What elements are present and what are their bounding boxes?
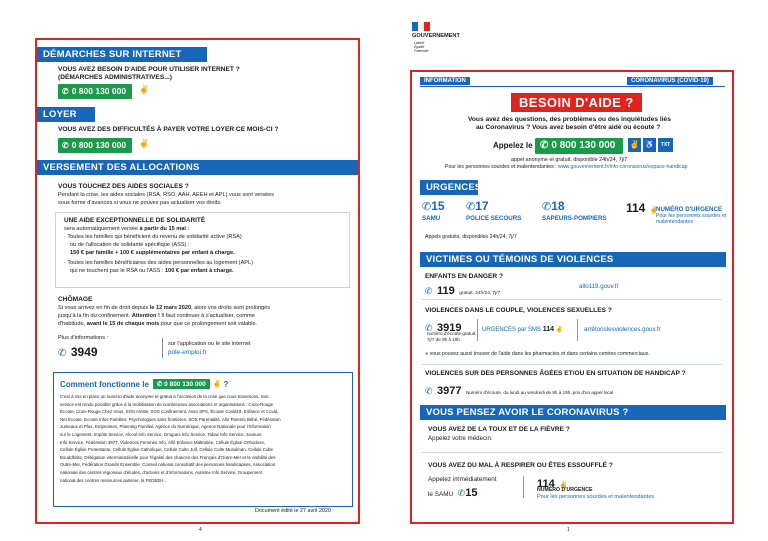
partners-line: Jumeaux et Plus, Empreintes, Planning Familial, Agence du Numérique, Agence Nationale pour l'Information: [60, 424, 271, 430]
partners-line: Écoute, Croix-Rouge Chez Vous, SOS Amitié, SOS Confinement, Asso SPS, Écoute Covid19, Enfance et Covid,: [60, 409, 279, 415]
114-sub: Pour les personnes sourdes et malentendantes: [537, 494, 655, 500]
tag-coronavirus: CORONAVIRUS (COVID-19): [627, 77, 713, 85]
phone-icon: ✆: [62, 87, 69, 96]
allocations-text-1: Pendant la crise, les aides sociales (RSA, RSO, AAH, AEEH et APL) vous sont versées: [58, 192, 275, 198]
chomage-title: CHÔMAGE: [58, 296, 93, 303]
vertical-divider: [577, 319, 578, 341]
solidarity-line-4: 150 € par famille + 100 € supplémentaires par enfant à charge.: [70, 250, 235, 256]
answer-toux: Appelez votre médecin.: [428, 435, 493, 442]
urgence-114-sub-2: malentendantes: [656, 219, 693, 225]
pole-emploi-link[interactable]: pole-emploi.fr: [168, 349, 207, 356]
sign-language-icon: ✌: [559, 482, 568, 489]
urgences-free: Appels gratuits, disponibles 24h/24, 7j/7: [425, 234, 517, 240]
partners-line: Bouddhiste, Délégation interministérielle pour l'égalité des chances des Français d'Outre-Mer et la visibilité des: [60, 454, 276, 460]
question-enfants: ENFANTS EN DANGER ?: [425, 273, 504, 280]
section-title-loyer: LOYER: [37, 107, 95, 122]
main-title: BESOIN D'AIDE ?: [511, 93, 642, 112]
gov-motto-1: Liberté: [414, 41, 425, 45]
urgence-114[interactable]: 114 ✌: [626, 201, 659, 215]
section-title-coronavirus: VOUS PENSEZ AVOIR LE CORONAVIRUS ?: [420, 405, 726, 420]
tty-icon: TXT: [658, 138, 673, 152]
phone-icon: ✆: [466, 201, 476, 213]
vertical-divider: [523, 476, 524, 498]
section-title-allocations: VERSEMENT DES ALLOCATIONS: [37, 160, 358, 175]
allo119-link[interactable]: allo119.gouv.fr: [579, 283, 619, 290]
question-aides: VOUS TOUCHEZ DES AIDES SOCIALES ?: [58, 183, 189, 190]
partners-line: C'est à mis en place un numéro d'aide anonyme et gratuit à l'occasion de la crise que nous traversons. Son: [60, 394, 269, 399]
phone-icon: ✆: [457, 488, 466, 498]
solidarity-title: UNE AIDE EXCEPTIONNELLE DE SOLIDARITÉ: [64, 217, 206, 224]
page-number: 4: [199, 527, 202, 533]
intro-line-2: au Coronavirus ? Vous avez besoin d'être aidé ou écouté ?: [476, 124, 661, 131]
app-line: sur l'application ou le site internet: [168, 341, 251, 347]
urgence-114-label: NUMÉRO D'URGENCE: [656, 206, 723, 213]
divider: [422, 452, 722, 453]
chomage-line-1: Si vous arrivez en fin de droit depuis le 12 mars 2020, alors vos droits sont prolongés: [58, 305, 271, 311]
anon-text: appel anonyme et gratuit, disponible 24h/24, 7j/7: [511, 157, 628, 163]
vertical-divider: [162, 338, 163, 358]
samu-15[interactable]: le SAMU ✆15: [428, 487, 478, 499]
phone-icon: ✆: [540, 140, 549, 151]
section-title-internet: DÉMARCHES SUR INTERNET: [37, 47, 207, 62]
edition-date: Document édité le 27 avril 2020: [255, 508, 331, 514]
question-loyer: VOUS AVEZ DES DIFFICULTÉS À PAYER VOTRE LOYER CE MOIS-CI ?: [58, 126, 279, 133]
phone-icon: ✆: [542, 201, 552, 213]
section-title-urgences: URGENCES: [420, 180, 478, 195]
phone-icon: ✆: [425, 386, 433, 396]
deaf-text: Pour les personnes sourdes et malentendantes : www.gouvernement.fr/info-coronavirus/espace-handicap: [445, 164, 688, 170]
3919-sub-2: 7j/7 de 9h à 19h: [427, 337, 460, 342]
question-internet-sub: (DÉMARCHES ADMINISTRATIVES...): [58, 74, 172, 81]
header-rule: [420, 86, 725, 87]
gov-name: GOUVERNEMENT: [412, 33, 460, 39]
phone-icon: ✆: [425, 286, 433, 296]
divider: [422, 299, 722, 300]
sms-114[interactable]: URGENCES par SMS 114 ✌: [482, 326, 564, 333]
main-phone-pill[interactable]: ✆ 0 800 130 000: [535, 138, 623, 154]
sign-language-icon: ✌: [139, 85, 149, 94]
sign-language-icon: ✌: [555, 327, 564, 333]
number-114-covid[interactable]: 114 ✌: [537, 478, 568, 490]
solidarity-line-2: · Toutes les familles qui bénéficient du revenu de solidarité active (RSA): [64, 234, 242, 240]
phone-icon: ✆: [422, 201, 432, 213]
sign-language-icon: ✌: [139, 139, 149, 148]
urgence-police[interactable]: ✆17 POLICE SECOURS: [466, 199, 522, 222]
partners-line: Outre-Mer, Fédération Grandir Ensemble, Conseil national consultatif des personnes handicapées, Association: [60, 462, 276, 468]
pole-emploi-number[interactable]: ✆ 3949: [58, 345, 98, 359]
solidarity-line-6: qui ne touchent pas le RSA ou l'ASS : 100 € par enfant à charge.: [70, 268, 234, 274]
phone-pill-small[interactable]: ✆ 0 800 130 000: [153, 379, 210, 389]
phone-icon: ✆: [62, 141, 69, 150]
phone-icon: ✆: [425, 323, 433, 333]
partners-line: sur le Logement, Impôts Service, Alcool Info Service, Drogues Info Service, Tabac Info Service, Joueurs: [60, 431, 262, 437]
sign-language-icon: ✌: [212, 381, 222, 388]
sign-language-icon: ✌: [649, 207, 659, 214]
114-label: NUMÉRO D'URGENCE: [537, 487, 593, 493]
section-title-violences: VICTIMES OU TÉMOINS DE VIOLENCES: [420, 252, 726, 267]
solidarity-line-1: sera automatiquement versée à partir du 15 mai :: [64, 226, 190, 232]
answer-respirer-1: Appelez immédiatement: [428, 476, 497, 483]
phone-icon: ✆: [58, 348, 67, 359]
partners-line: national des centres ressources autisme, la FEDEEH...: [60, 477, 168, 483]
tag-information: INFORMATION: [420, 77, 470, 85]
partners-list: [60, 393, 350, 484]
divider: [422, 364, 722, 365]
partners-line: Net Ecoute, Ecoute Infos Familles, Psychologues sans frontières, SOS Parentalité, Allo Parents Bébé, Fédération: [60, 416, 281, 422]
question-respirer: VOUS AVEZ DU MAL À RESPIRER OU ÊTES ESSOUFFLÉ ?: [428, 462, 613, 469]
question-internet: VOUS AVEZ BESOIN D'AIDE POUR UTILISER INTERNET ?: [58, 66, 240, 73]
arretons-link[interactable]: arrêtonslesviolences.gouv.fr: [584, 326, 661, 333]
partners-line: Info Service, Fédération 3977, Violences Femmes Info, Allô Enfance Maltraitée, Cellule Église Orthodoxe,: [60, 439, 266, 445]
question-violences-couple: VIOLENCES DANS LE COUPLE, VIOLENCES SEXUELLES ?: [425, 307, 612, 314]
partners-line: service est rendu possible grâce à la mobilisation de nombreuses associations et organisations : Croix-Rouge: [60, 401, 274, 407]
french-flag-logo: [412, 22, 430, 31]
plus-info-label: Plus d'informations :: [58, 335, 109, 341]
solidarity-line-3: ou de l'allocation de solidarité spécifique (ASS) :: [70, 242, 190, 248]
allocations-text-2: sous forme d'avances si vous ne pouvez pas actualiser vos droits.: [58, 200, 222, 206]
3919-sub-1: numéro d'écoute gratuit,: [427, 331, 477, 336]
chomage-line-2: jusqu'à la fin du confinement. Attention ! Il faut continuer à s'actualiser, comme: [58, 313, 255, 319]
number-119[interactable]: ✆ 119 gratuit, 24h/24, 7j/7: [425, 285, 501, 297]
vertical-divider: [477, 319, 478, 341]
gov-motto-2: Égalité: [414, 45, 425, 49]
pharmacies-text: ● vous pouvez aussi trouver de l'aide dans les pharmacies et dans certains centres commerciaux.: [425, 351, 650, 357]
solidarity-line-5: · Toutes les familles bénéficiaires des aides personnelles au logement (APL): [64, 260, 253, 266]
question-handicap: VIOLENCES SUR DES PERSONNES ÂGÉES ET/OU EN SITUATION DE HANDICAP ?: [425, 370, 686, 377]
phone-pill-loyer[interactable]: ✆ 0 800 130 000: [58, 138, 132, 153]
how-it-works-title: Comment fonctionne le ✆ 0 800 130 000 ✌ ?: [60, 379, 229, 389]
urgence-114-sub-1: Pour les personnes sourdes et: [656, 213, 727, 219]
gov-motto-3: Fraternité: [414, 49, 429, 53]
intro-line-1: Vous avez des questions, des problèmes ou des inquiétudes liés: [468, 116, 671, 123]
number-3977[interactable]: ✆ 3977 Numéro d'écoute, du lundi au vendredi de 9h à 19h, prix d'un appel local: [425, 385, 614, 397]
deaf-icon: ♿: [643, 138, 656, 152]
sign-language-icon: ✌: [628, 138, 641, 152]
handicap-link[interactable]: www.gouvernement.fr/info-coronavirus/espace-handicap: [558, 164, 688, 170]
page-number-right: 1: [567, 527, 570, 533]
partners-line: Cellule Église Protestante, Cellule Église Catholique, Cellule Culte Juif, Cellule Culte Musulman, Cellule Culte: [60, 447, 274, 453]
partners-line: nationale des centres régionaux d'études, d'actions et d'informations, Autisme Info Service, Groupement: [60, 469, 263, 475]
urgence-pompiers[interactable]: ✆18 SAPEURS-POMPIERS: [542, 199, 607, 222]
urgence-samu[interactable]: ✆15 SAMU: [422, 199, 445, 222]
phone-icon: ✆: [156, 381, 165, 388]
question-toux: VOUS AVEZ DE LA TOUX ET DE LA FIÈVRE ?: [428, 426, 570, 433]
chomage-line-3: d'habitude, avant le 15 de chaque mois pour que ce prolongement soit valable.: [58, 321, 258, 327]
call-label: Appelez le: [493, 141, 533, 150]
green-dot-icon: ●: [425, 351, 429, 357]
number-3919[interactable]: ✆ 3919: [425, 322, 462, 334]
phone-pill-internet[interactable]: ✆ 0 800 130 000: [58, 84, 132, 99]
